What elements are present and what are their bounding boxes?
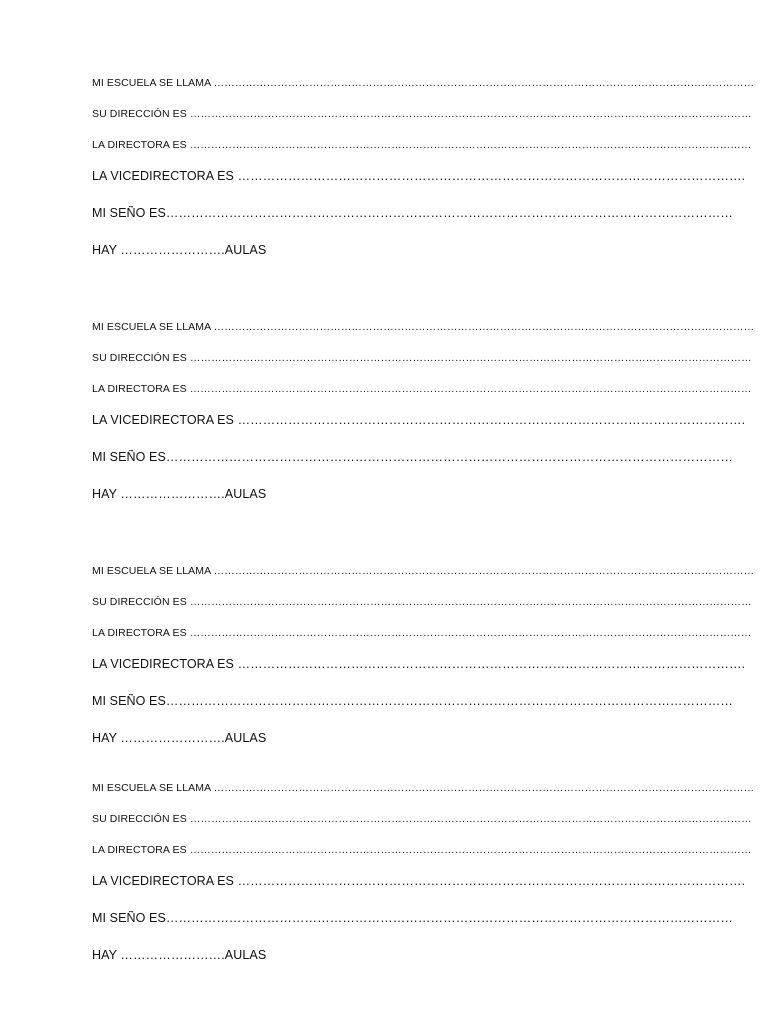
address-line: SU DIRECCIÓN ES …………………………………………………………………………………………………………………………………………… [92,813,752,825]
vice-principal-line: LA VICEDIRECTORA ES …………………………………………………………………………………………………………. [92,169,746,183]
vice-principal-line: LA VICEDIRECTORA ES …………………………………………………………………………………………………………. [92,657,746,671]
principal-line: LA DIRECTORA ES …………………………………………………………………………………………………………………………………………… [92,383,752,395]
address-line: SU DIRECCIÓN ES …………………………………………………………………………………………………………………………………………… [92,596,752,608]
teacher-line: MI SEÑO ES……………………………………………………………………………………………………………………… [92,911,733,925]
address-line: SU DIRECCIÓN ES …………………………………………………………………………………………………………………………………………… [92,352,752,364]
address-line: SU DIRECCIÓN ES …………………………………………………………………………………………………………………………………………… [92,108,752,120]
teacher-line: MI SEÑO ES……………………………………………………………………………………………………………………… [92,206,733,220]
classrooms-line: HAY …………………….AULAS [92,487,267,501]
teacher-line: MI SEÑO ES……………………………………………………………………………………………………………………… [92,694,733,708]
school-name-line: MI ESCUELA SE LLAMA ……………………………………………………………………………………………………………………………………… [92,565,755,577]
teacher-line: MI SEÑO ES……………………………………………………………………………………………………………………… [92,450,733,464]
school-name-line: MI ESCUELA SE LLAMA ……………………………………………………………………………………………………………………………………… [92,77,755,89]
classrooms-line: HAY …………………….AULAS [92,243,267,257]
classrooms-line: HAY …………………….AULAS [92,731,267,745]
vice-principal-line: LA VICEDIRECTORA ES …………………………………………………………………………………………………………. [92,413,746,427]
principal-line: LA DIRECTORA ES …………………………………………………………………………………………………………………………………………… [92,844,752,856]
principal-line: LA DIRECTORA ES …………………………………………………………………………………………………………………………………………… [92,627,752,639]
classrooms-line: HAY …………………….AULAS [92,948,267,962]
vice-principal-line: LA VICEDIRECTORA ES …………………………………………………………………………………………………………. [92,874,746,888]
school-name-line: MI ESCUELA SE LLAMA ……………………………………………………………………………………………………………………………………… [92,782,755,794]
school-name-line: MI ESCUELA SE LLAMA ……………………………………………………………………………………………………………………………………… [92,321,755,333]
principal-line: LA DIRECTORA ES …………………………………………………………………………………………………………………………………………… [92,139,752,151]
